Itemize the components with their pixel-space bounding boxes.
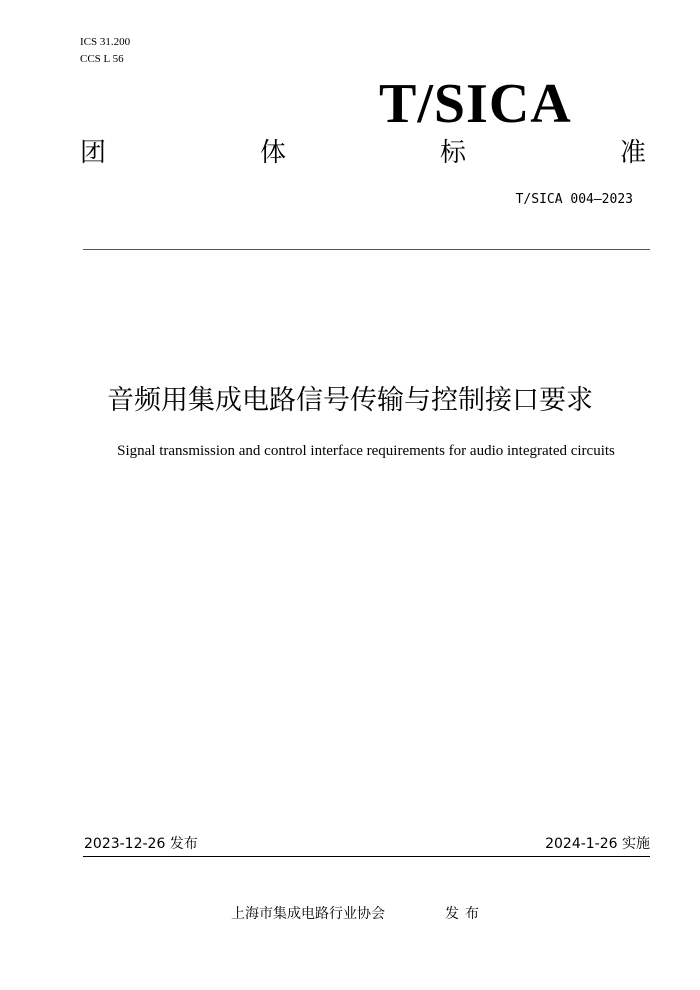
implement-date: 2024-1-26 实施 bbox=[545, 836, 650, 852]
standard-type-char: 标 bbox=[439, 138, 466, 168]
top-divider bbox=[83, 249, 650, 250]
title-english: Signal transmission and control interface requirements for audio integrated circuits bbox=[117, 443, 615, 459]
publisher-name: 上海市集成电路行业协会 bbox=[231, 906, 385, 922]
standard-type-char: 准 bbox=[619, 138, 646, 168]
issue-date: 2023-12-26 发布 bbox=[84, 836, 198, 852]
standard-type bbox=[80, 138, 646, 168]
ccs-code: CCS L 56 bbox=[80, 53, 124, 65]
publish-label: 发布 bbox=[445, 906, 485, 922]
standard-type-char: 体 bbox=[259, 138, 286, 168]
ics-code: ICS 31.200 bbox=[80, 36, 131, 48]
bottom-divider bbox=[83, 856, 650, 857]
standard-logo: T/SICA bbox=[379, 73, 572, 135]
standard-type-char: 团 bbox=[80, 138, 107, 168]
title-chinese: 音频用集成电路信号传输与控制接口要求 bbox=[107, 385, 593, 416]
standard-number: T/SICA 004—2023 bbox=[515, 192, 633, 207]
